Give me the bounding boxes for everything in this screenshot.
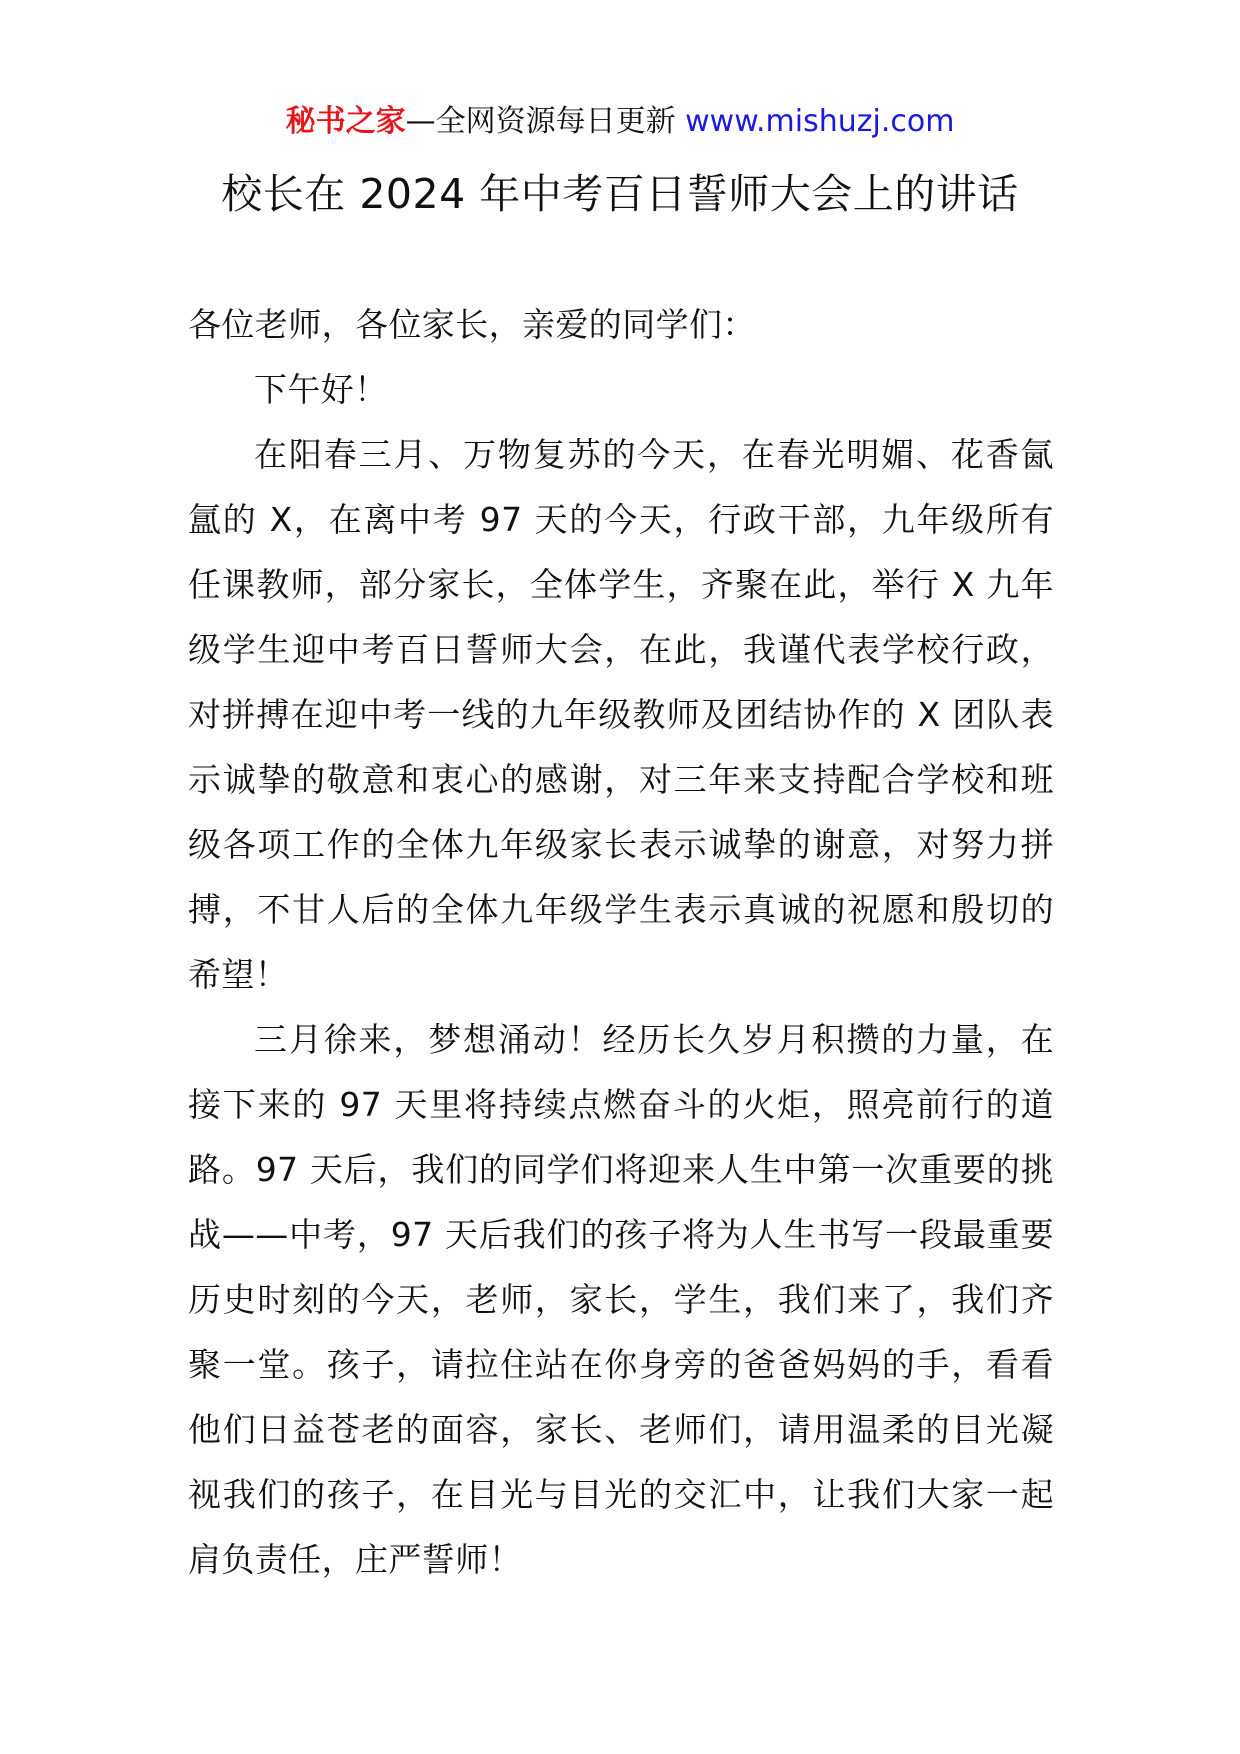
site-header [0,100,1240,144]
site-tagline: —全网资源每日更新 [405,104,686,139]
site-brand: 秘书之家 [285,104,406,139]
salutation: 各位老师，各位家长，亲爱的同学们： [188,305,756,344]
paragraph-opening: 在阳春三月、万物复苏的今天，在春光明媚、花香氤氲的 X，在离中考 97 天的今天，行政干部，九年级所有任课教师，部分家长，全体学生，齐聚在此，举行 X 九年级学生迎中考百日誓师大会，在此，我谨代表学校行政，对拼搏在迎中考一线的九年级教师及团结协作的 X 团队表示诚挚的敬意和衷心的感谢，对三年来支持配合学校和班级各项工作的全体九年级家长表示诚挚的谢意，对努力拼搏，不甘人后的全体九年级学生表示真诚的祝愿和殷切的希望！ [188,435,1054,994]
paragraph-march: 三月徐来，梦想涌动！经历长久岁月积攒的力量，在接下来的 97 天里将持续点燃奋斗的火炬，照亮前行的道路。97 天后，我们的同学们将迎来人生中第一次重要的挑战——中考，97 天后我们的孩子将为人生书写一段最重要历史时刻的今天，老师，家长，学生，我们来了，我们齐聚一堂。孩子，请拉住站在你身旁的爸爸妈妈的手，看看他们日益苍老的面容，家长、老师们，请用温柔的目光凝视我们的孩子，在目光与目光的交汇中，让我们大家一起肩负责任，庄严誓师！ [188,1020,1054,1579]
document-body [188,292,1054,1592]
paragraph-greeting: 下午好！ [254,370,388,409]
document-title: 校长在 2024 年中考百日誓师大会上的讲话 [221,170,1019,218]
site-url-link[interactable]: www.mishuzj.com [685,104,955,139]
